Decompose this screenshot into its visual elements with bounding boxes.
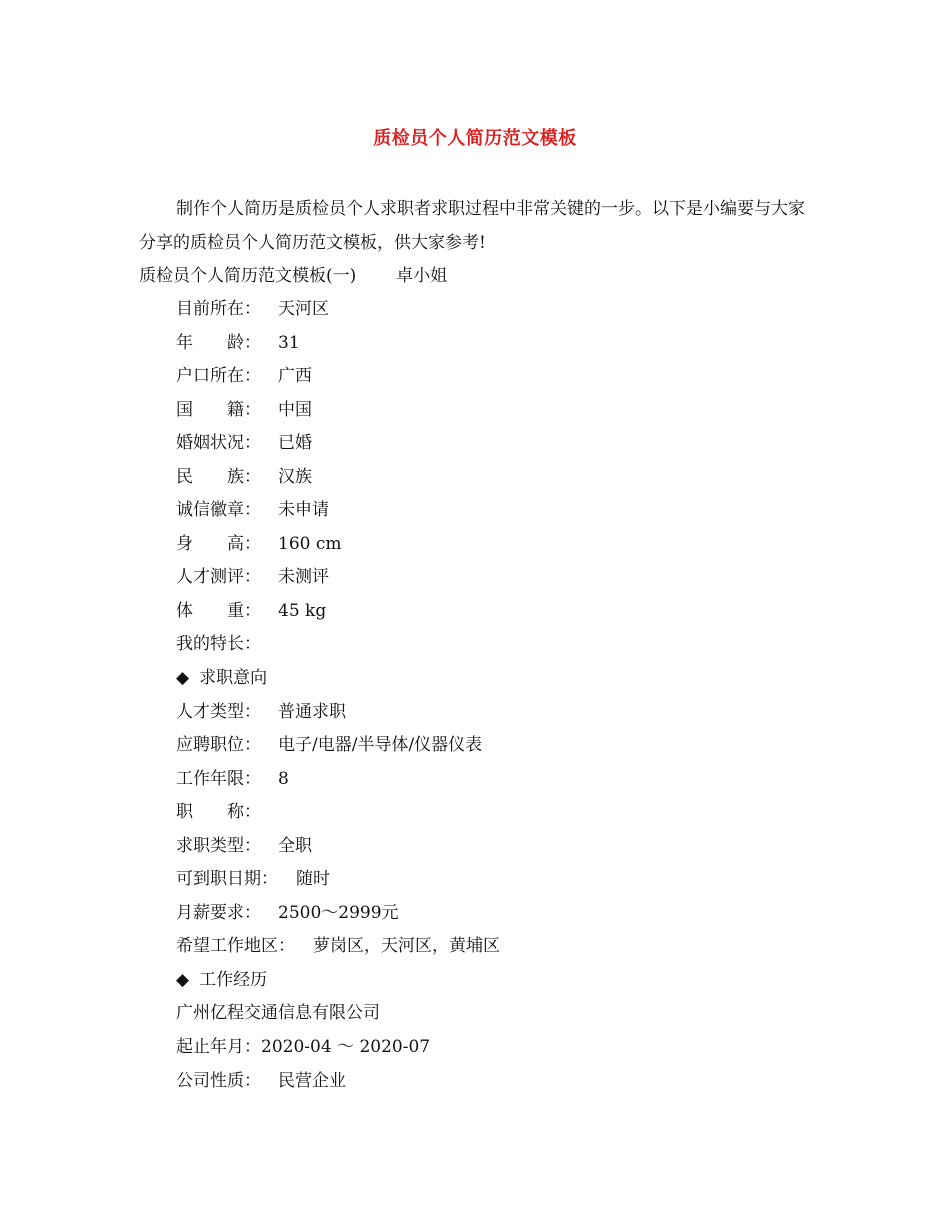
- field-row-talent-type: [176, 701, 346, 723]
- field-value: 8: [278, 769, 289, 789]
- field-label: 身 高：: [176, 534, 261, 554]
- field-label: 工作年限：: [176, 769, 261, 789]
- field-label: 国 籍：: [176, 400, 261, 420]
- field-row-badge: [176, 499, 329, 521]
- field-label: 目前所在：: [176, 299, 261, 319]
- field-value: 全职: [278, 836, 312, 856]
- field-label: 民 族：: [176, 467, 261, 487]
- document-title: 质检员个人简历范文模板: [373, 128, 577, 149]
- section-heading-intent: [176, 667, 267, 689]
- field-row-weight: [176, 600, 326, 622]
- field-row-company-type: [176, 1070, 346, 1092]
- field-label: 公司性质：: [176, 1071, 261, 1091]
- field-row-title: [176, 801, 278, 823]
- field-label: 希望工作地区：: [176, 936, 295, 956]
- field-label: 诚信徽章：: [176, 500, 261, 520]
- field-row-age: [176, 332, 300, 354]
- field-row-years: [176, 768, 289, 790]
- field-value: 天河区: [278, 299, 329, 319]
- intro-paragraph: 制作个人简历是质检员个人求职者求职过程中非常关键的一步。以下是小编要与大家分享的质检员个人简历范文模板，供大家参考!: [139, 199, 805, 253]
- section-title: 求职意向: [199, 668, 268, 688]
- field-label: 可到职日期：: [176, 869, 278, 889]
- field-value: 广西: [278, 366, 312, 386]
- field-value: 2020-04 ～ 2020-07: [261, 1037, 431, 1057]
- template-heading: [139, 265, 447, 287]
- field-label: 应聘职位：: [176, 735, 261, 755]
- field-row-position: [176, 734, 482, 756]
- company-name: 广州亿程交通信息有限公司: [176, 1003, 380, 1023]
- field-row-salary: [176, 902, 399, 924]
- field-value: 民营企业: [278, 1071, 346, 1091]
- field-label: 职 称：: [176, 802, 261, 822]
- field-label: 户口所在：: [176, 366, 261, 386]
- field-value: 45 kg: [278, 601, 327, 621]
- field-row-ethnicity: [176, 466, 312, 488]
- section-heading-experience: [176, 969, 267, 991]
- diamond-bullet-icon: ◆: [176, 970, 190, 990]
- field-value: 2500～2999元: [278, 903, 399, 923]
- field-row-assessment: [176, 566, 329, 588]
- specialty-label: 我的特长：: [176, 634, 261, 654]
- field-label: 月薪要求：: [176, 903, 261, 923]
- field-row-marital: [176, 432, 312, 454]
- field-row-nationality: [176, 399, 312, 421]
- field-label: 体 重：: [176, 601, 261, 621]
- field-value: 萝岗区，天河区，黄埔区: [313, 936, 500, 956]
- field-label: 人才类型：: [176, 702, 261, 722]
- field-row-height: [176, 533, 342, 555]
- field-value: 中国: [278, 400, 312, 420]
- field-row-hukou: [176, 365, 312, 387]
- field-value: 汉族: [278, 467, 312, 487]
- person-name: 卓小姐: [396, 266, 448, 286]
- field-label: 婚姻状况：: [176, 433, 261, 453]
- field-row-location: [176, 298, 329, 320]
- field-row-start-date: [176, 868, 330, 890]
- field-value: 未申请: [278, 500, 329, 520]
- field-label: 求职类型：: [176, 836, 261, 856]
- field-value: 未测评: [278, 567, 329, 587]
- field-label: 年 龄：: [176, 333, 261, 353]
- template-heading-text: 质检员个人简历范文模板(一): [139, 266, 357, 286]
- field-value: 随时: [296, 869, 330, 889]
- field-value: 160 cm: [278, 534, 342, 554]
- diamond-bullet-icon: ◆: [176, 668, 190, 688]
- field-label: 起止年月：: [176, 1037, 261, 1057]
- field-row-region: [176, 935, 500, 957]
- field-row-period: [176, 1036, 430, 1058]
- field-row-job-type: [176, 835, 312, 857]
- field-value: 电子/电器/半导体/仪器仪表: [278, 735, 483, 755]
- field-value: 31: [278, 333, 300, 353]
- field-value: 已婚: [278, 433, 312, 453]
- field-value: 普通求职: [278, 702, 346, 722]
- field-label: 人才测评：: [176, 567, 261, 587]
- section-title: 工作经历: [199, 970, 268, 990]
